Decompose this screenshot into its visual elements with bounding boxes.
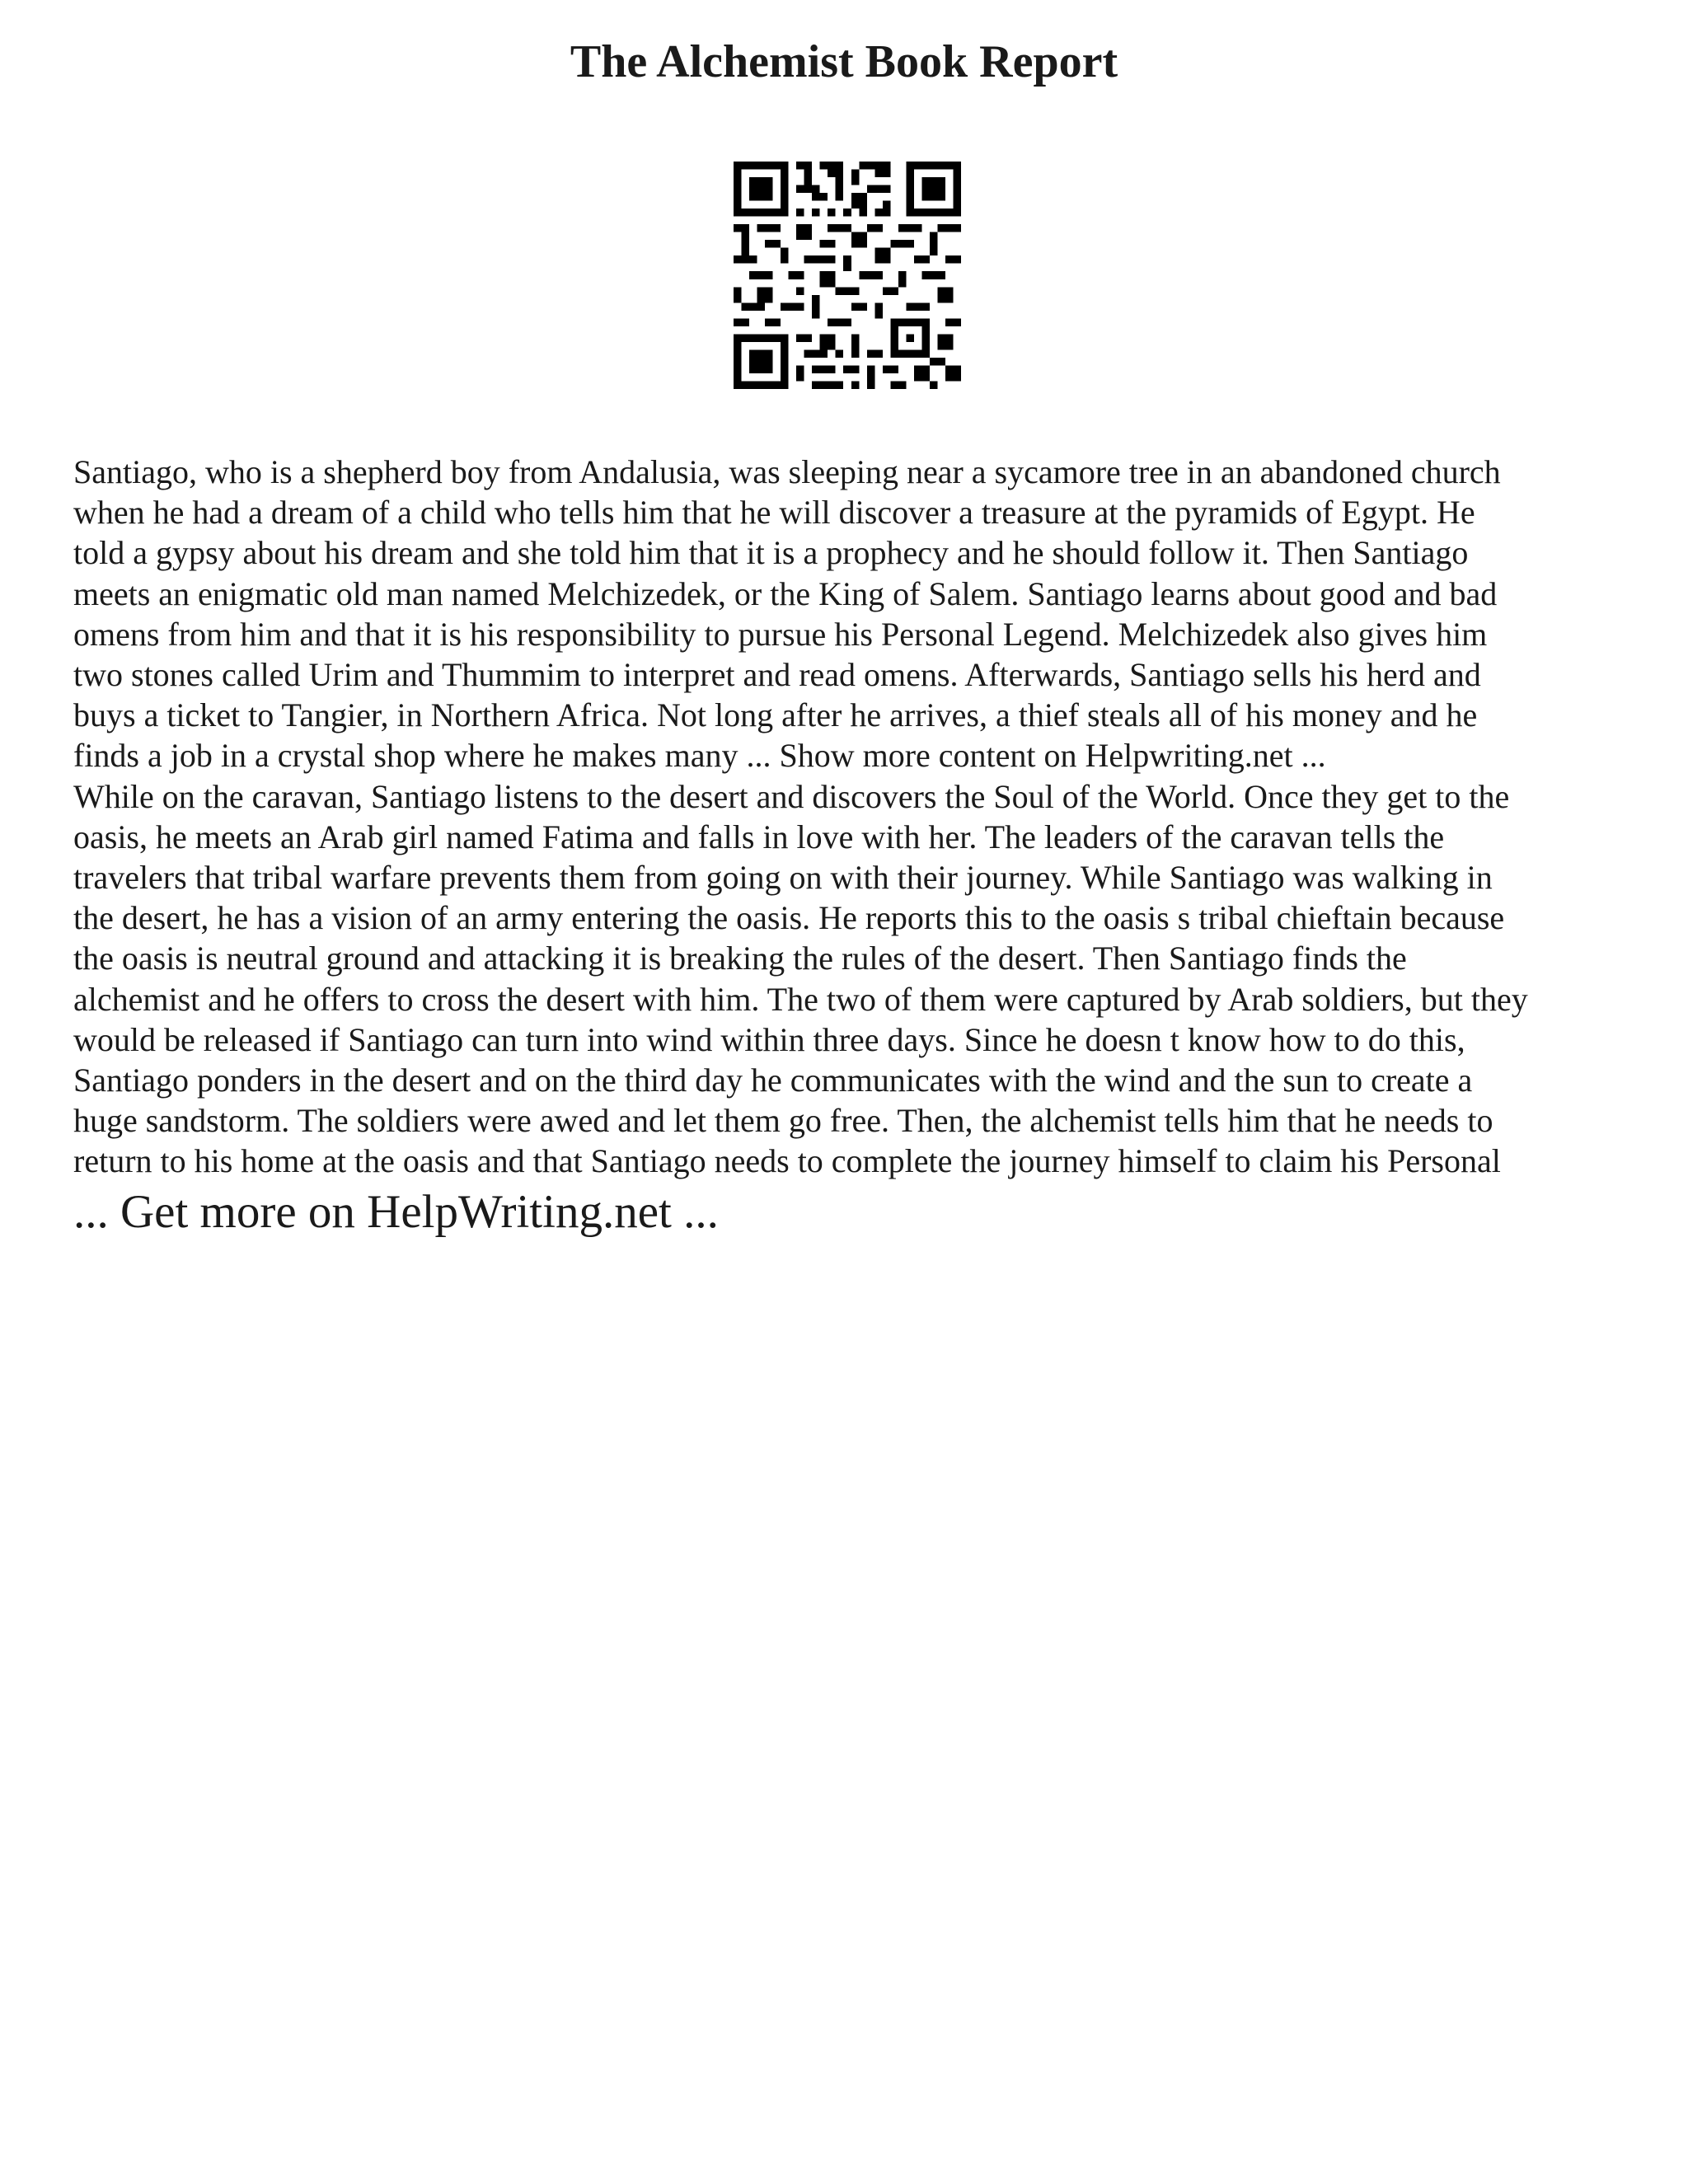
qr-code-icon	[734, 162, 961, 389]
document-title: The Alchemist Book Report	[570, 36, 1118, 87]
report-body-text: Santiago, who is a shepherd boy from Andalusia, was sleeping near a sycamore tree in an abandoned church when he had a dream of a child who tells him that he will discover a treasure at the pyramids of Egypt. He told a gypsy about his dream and she told him that it is a prophecy and he should follow it. Then Santiago meets an enigmatic old man named Melchizedek, or the King of Salem. Santiago learns about good and bad omens from him and that it is his responsibility to pursue his Personal Legend. Melchizedek also gives him two stones called Urim and Thummim to interpret and read omens. Afterwards, Santiago sells his herd and buys a ticket to Tangier, in Northern Africa. Not long after he arrives, a thief steals all of his money and he finds a job in a crystal shop where he makes many ... Show more content on Helpwriting.net ... While on the caravan, Santiago listens to the desert and discovers the Soul of the World. Once they get to the oasis, he meets an Arab girl named Fatima and falls in love with her. The leaders of the caravan tells the travelers that tribal warfare prevents them from going on with their journey. While Santiago was walking in the desert, he has a vision of an army entering the oasis. He reports this to the oasis s tribal chieftain because the oasis is neutral ground and attacking it is breaking the rules of the desert. Then Santiago finds the alchemist and he offers to cross the desert with him. The two of them were captured by Arab soldiers, but they would be released if Santiago can turn into wind within three days. Since he doesn t know how to do this, Santiago ponders in the desert and on the third day he communicates with the wind and the sun to create a huge sandstorm. The soldiers were awed and let them go free. Then, the alchemist tells him that he needs to return to his home at the oasis and that Santiago needs to complete the journey himself to claim his Personal	[73, 453, 1528, 1180]
get-more-link[interactable]: ... Get more on HelpWriting.net ...	[73, 1186, 719, 1238]
